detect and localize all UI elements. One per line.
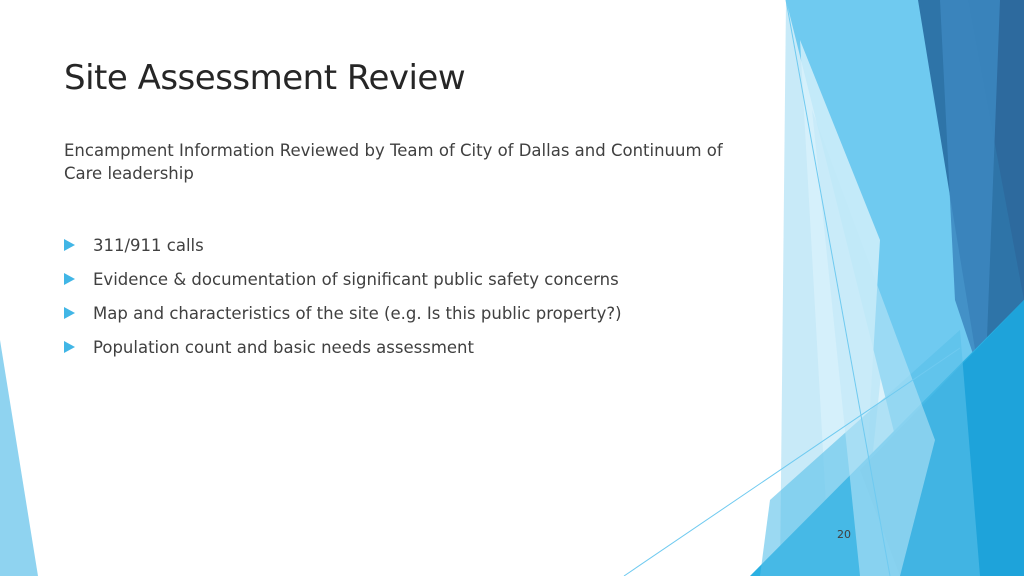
slide-subtitle: Encampment Information Reviewed by Team of City of Dallas and Continuum of Care leadership [64,141,723,183]
page-number: 20 [837,528,851,541]
bullet-text: Population count and basic needs assessment [93,337,474,357]
left-facet [0,340,38,576]
bullet-text: Map and characteristics of the site (e.g. Is this public property?) [93,303,622,323]
triangle-right-icon [64,239,75,251]
bullet-list [64,228,622,364]
bullet-item [64,330,622,364]
triangle-right-icon [64,341,75,353]
triangle-right-icon [64,273,75,285]
bullet-text: Evidence & documentation of significant public safety concerns [93,269,619,289]
slide-title: Site Assessment Review [64,58,466,98]
bullet-item [64,228,622,262]
bullet-text: 311/911 calls [93,235,204,255]
bullet-item [64,262,622,296]
bullet-item [64,296,622,330]
triangle-right-icon [64,307,75,319]
